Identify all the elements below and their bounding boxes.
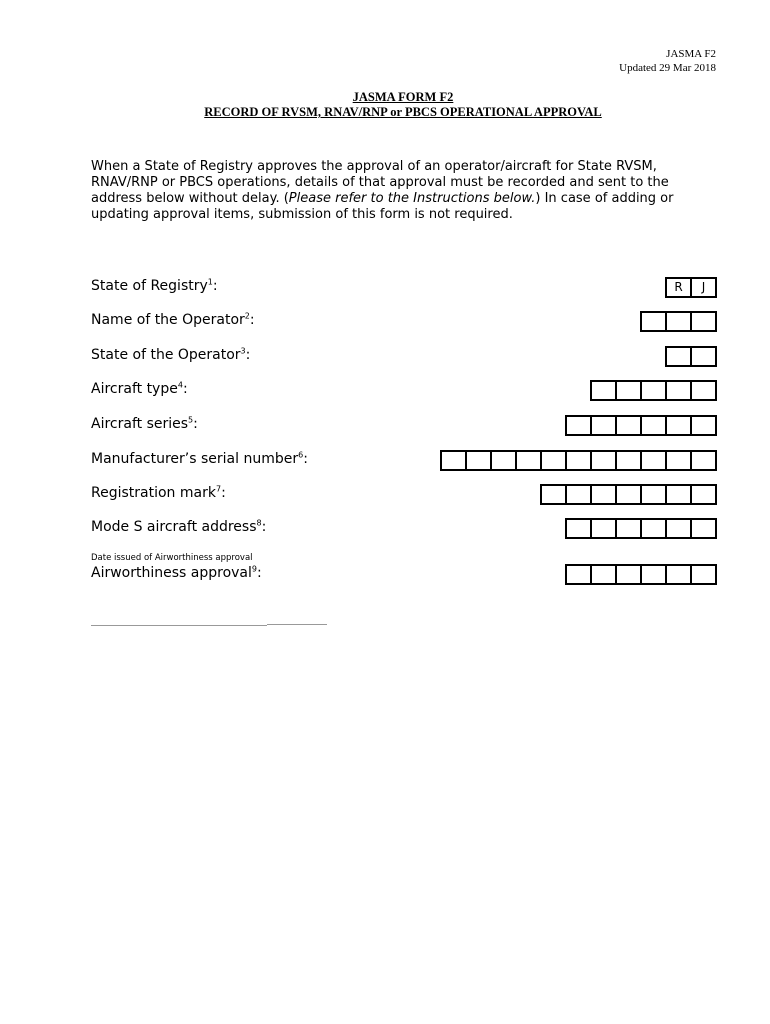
char-box[interactable] (690, 566, 715, 583)
char-box[interactable] (565, 452, 590, 469)
field-label-aircraft-type: Aircraft type$^4$: (91, 380, 188, 397)
char-box[interactable] (567, 417, 590, 434)
char-box[interactable] (590, 486, 615, 503)
form-code: JASMA F2 (666, 48, 716, 60)
intro-text-after: ) In case of adding or updating approval items, submission of this form is not required. (91, 191, 674, 222)
char-box[interactable] (615, 382, 640, 399)
char-box[interactable] (665, 417, 690, 434)
char-box[interactable] (565, 486, 590, 503)
form-title (0, 90, 770, 120)
updated-date: Updated 29 Mar 2018 (619, 62, 716, 74)
char-box[interactable] (667, 348, 690, 365)
char-box[interactable] (690, 486, 715, 503)
char-box[interactable] (465, 452, 490, 469)
char-box[interactable] (690, 348, 715, 365)
field-label-airworthiness-approval: Airworthiness approval$^9$: (91, 564, 262, 581)
char-box[interactable] (615, 566, 640, 583)
field-boxes-aircraft-series[interactable] (565, 415, 717, 436)
field-boxes-aircraft-type[interactable] (590, 380, 717, 401)
intro-italic: Please refer to the Instructions below. (288, 191, 536, 206)
field-label-mode-s-address: Mode S aircraft address$^8$: (91, 518, 267, 535)
field-boxes-operator-state[interactable] (665, 346, 717, 367)
char-box[interactable] (540, 452, 565, 469)
char-box[interactable] (515, 452, 540, 469)
char-box[interactable] (690, 452, 715, 469)
char-box[interactable] (442, 452, 465, 469)
field-boxes-registration-mark[interactable] (540, 484, 717, 505)
char-box[interactable] (665, 452, 690, 469)
char-box[interactable]: J (690, 279, 715, 296)
char-box[interactable] (665, 566, 690, 583)
char-box[interactable] (615, 486, 640, 503)
char-box[interactable] (665, 486, 690, 503)
char-box[interactable] (665, 382, 690, 399)
char-box[interactable] (640, 520, 665, 537)
footnote-separator (91, 625, 267, 626)
char-box[interactable] (690, 313, 715, 330)
field-boxes-operator-name[interactable] (640, 311, 717, 332)
char-box[interactable] (690, 417, 715, 434)
char-box[interactable] (615, 520, 640, 537)
char-box[interactable] (642, 313, 665, 330)
footnote-separator-extension (267, 624, 327, 625)
char-box[interactable] (690, 382, 715, 399)
char-box[interactable] (590, 417, 615, 434)
field-label-operator-name: Name of the Operator$^2$: (91, 311, 255, 328)
form-title-line1: JASMA FORM F2 (352, 90, 454, 104)
char-box[interactable] (640, 452, 665, 469)
char-box[interactable] (590, 452, 615, 469)
document-header (619, 47, 716, 75)
char-box[interactable] (690, 520, 715, 537)
char-box[interactable] (640, 417, 665, 434)
char-box[interactable] (590, 520, 615, 537)
form-title-line2: RECORD OF RVSM, RNAV/RNP or PBCS OPERATIONAL APPROVAL (204, 105, 602, 119)
char-box[interactable] (490, 452, 515, 469)
char-box[interactable]: R (674, 280, 683, 294)
char-box[interactable] (590, 566, 615, 583)
field-label-aircraft-series: Aircraft series$^5$: (91, 415, 198, 432)
char-box[interactable] (665, 313, 690, 330)
intro-text-before: When a State of Registry approves the approval of an operator/aircraft for State RVSM, RNAV/RNP or PBCS operations, details of that approval must be recorded and sent to the address below without delay. ( (91, 159, 669, 206)
field-label-serial-number: Manufacturer’s serial number$^6$: (91, 450, 308, 467)
char-box[interactable] (567, 566, 590, 583)
field-boxes-airworthiness-approval[interactable] (565, 564, 717, 585)
field-label-registration-mark: Registration mark$^7$: (91, 484, 226, 501)
char-box[interactable] (640, 382, 665, 399)
field-label-state-of-registry: State of Registry$^1$: (91, 277, 218, 294)
char-box[interactable] (592, 382, 615, 399)
char-box[interactable] (640, 486, 665, 503)
intro-paragraph (91, 159, 701, 223)
char-box[interactable] (640, 566, 665, 583)
char-box[interactable] (615, 452, 640, 469)
char-box[interactable] (542, 486, 565, 503)
field-boxes-state-of-registry[interactable] (665, 277, 717, 298)
char-box[interactable] (665, 520, 690, 537)
field-boxes-serial-number[interactable] (440, 450, 717, 471)
field-boxes-mode-s-address[interactable] (565, 518, 717, 539)
char-box[interactable] (567, 520, 590, 537)
airworthiness-date-label: Date issued of Airworthiness approval (91, 553, 253, 563)
char-box[interactable] (615, 417, 640, 434)
field-label-operator-state: State of the Operator$^3$: (91, 346, 251, 363)
